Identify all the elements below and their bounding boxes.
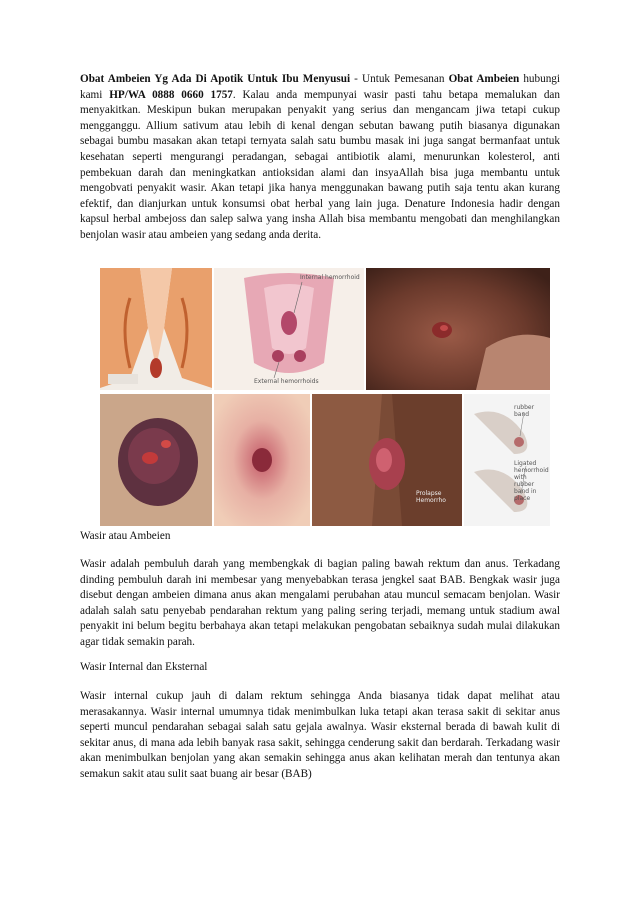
thrombosed-hemorrhoid-photo bbox=[100, 394, 212, 526]
anatomy-illustration bbox=[100, 268, 212, 390]
intro-body: . Kalau anda mempunyai wasir pasti tahu betapa memalukan dan menyakitkan. Meskipun bukan merupakan penyakit yang serius dan mengancam jiwa tetapi cukup mengganggu. Allium sativum atau lebih di kenal dengan sebutan bawang putih biasanya digunakan sebagai bumbu masakan akan tetapi ternyata salah satu bumbu masak ini juga sangat bermanfaat untuk kesehatan seperti mengurangi peradangan, sebagai antibiotik alami, menurunkan kolesterol, anti pembekuan darah dan meningkatkan antioksidan alami dan insyaAllah bisa juga membantu untuk mengobvati penyakit wasir. Akan tetapi jika hanya menggunakan bawang putih saja tentu akan kurang efektif, dan dianjurkan untuk konsumsi obat herbal yang lain juga. Denature Indonesia hadir dengan kapsul herbal ambejoss dan salep salwa yang insha Allah bisa membantu mengobati dan menghilangkan benjolan wasir atau ambeien yang sedang anda derita. bbox=[80, 88, 560, 241]
label-rubber-band: rubber band bbox=[514, 404, 535, 418]
label-internal-hemorrhoid: Internal hemorrhoid bbox=[300, 274, 360, 281]
label-prolapse: Prolapse Hemorrho bbox=[416, 490, 446, 504]
intro-paragraph bbox=[80, 72, 560, 244]
prolapsed-hemorrhoid-photo bbox=[312, 394, 462, 526]
section-paragraph-wasir-ambeien: Wasir adalah pembuluh darah yang membengkak di bagian paling bawah rektum dan anus. Terkadang dinding pembuluh darah ini membesar yang menyebabkan terasa jengkel saat BAB. Bengkak wasir juga disebut dengan ambeien dimana anus akan mengalami perubahan atau muncul semacam benjolan. Wasir adalah salah satu penyebab pendarahan rektum yang paling sering terjadi, memang untuk stadium awal penyakit ini belum begitu berbahaya akan tetapi melakukan pengobatan sebaiknya sudah mulai dilakukan agar tidak semakin parah. bbox=[80, 558, 560, 648]
section-heading-wasir-ambeien: Wasir atau Ambeien bbox=[80, 530, 171, 542]
anal-closeup-photo bbox=[214, 394, 310, 526]
external-hemorrhoid-photo bbox=[366, 268, 550, 390]
rubber-band-ligation-diagram bbox=[464, 394, 550, 526]
hemorrhoid-photo-collage bbox=[100, 268, 550, 526]
label-ligated-hemorrhoid: Ligated hemorrhoid with rubber band in place bbox=[514, 460, 549, 502]
section-paragraph-internal-external: Wasir internal cukup jauh di dalam rektum sehingga Anda biasanya tidak dapat melihat atau merasakannya. Wasir internal umumnya tidak menimbulkan luka tetapi akan terasa sakit di sekitar anus seperti muncul pendarahan sebagai salah satu gejala awalnya. Wasir eksternal berada di bawah kulit di sekitar anus, di mana ada lebih banyak rasa sakit, sehingga cenderung sakit dan berdarah. Terkadang wasir akan menimbulkan benjolan yang akan semakin sehingga anus akan kelihatan merah dan tentunya akan semakun sakit atau sulit saat buang air besar (BAB) bbox=[80, 690, 560, 780]
intro-separator: - Untuk Pemesanan bbox=[350, 73, 449, 85]
intro-product: Obat Ambeien bbox=[448, 73, 520, 85]
intro-contact-number: HP/WA 0888 0660 1757 bbox=[109, 88, 233, 101]
intro-title: Obat Ambeien Yg Ada Di Apotik Untuk Ibu Menyusui bbox=[80, 73, 351, 85]
intro-contact-text: hubungi kami bbox=[80, 73, 561, 101]
label-external-hemorrhoids: External hemorrhoids bbox=[254, 378, 319, 385]
internal-external-diagram bbox=[214, 268, 364, 390]
section-heading-internal-external: Wasir Internal dan Eksternal bbox=[80, 661, 208, 673]
